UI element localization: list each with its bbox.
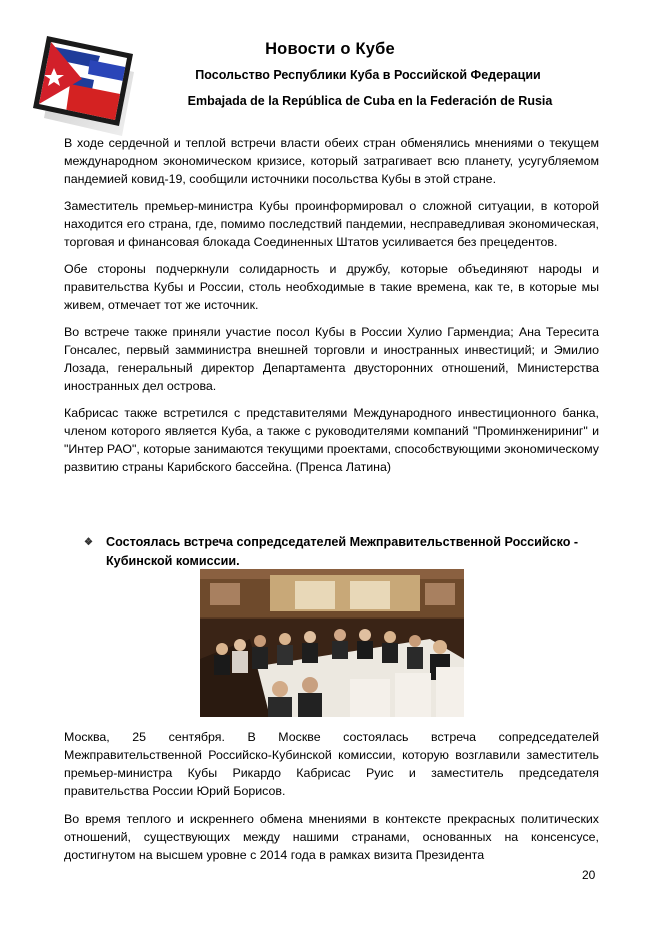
cuba-russia-flag-logo <box>30 24 148 142</box>
page-title: Новости о Кубе <box>265 40 395 58</box>
paragraph: Обе стороны подчеркнули солидарность и дружбу, которые объединяют народы и правительства Кубы и России, столь необходимые в такие времена, как те, в которые мы живем, отмечает тот же источник. <box>64 262 599 312</box>
paragraph: В ходе сердечной и теплой встречи власти обеих стран обменялись мнениями о текущем международном экономическом кризисе, который затрагивает всю планету, усугубляемом пандемией ковид-19, сообщили источники посольства Кубы в этой стране. <box>64 136 599 186</box>
section-heading-text: Состоялась встреча сопредседателей Межправительственной Российско - Кубинской комиссии. <box>106 535 579 568</box>
paragraph: Кабрисас также встретился с представителями Международного инвестиционного банка, членом которого является Куба, а также с руководителями компаний "Проминженириниг" и "Интер РАО", которые занимаются текущими проектами, способствующими экономическому развитию страны Карибского бассейна. (Пренса Латина) <box>64 406 599 474</box>
article-body <box>64 134 599 485</box>
paragraph: Во встрече также приняли участие посол Кубы в России Хулио Гармендиа; Ана Тересита Гонсалес, первый замминистра внешней торговли и иностранных инвестиций; и Эмилио Лозада, генеральный директор Департамента двусторонних отношений, Министерства иностранных дел острова. <box>64 325 599 393</box>
article-body-2 <box>64 728 599 874</box>
page-number: 20 <box>582 868 596 882</box>
meeting-photo <box>200 569 464 717</box>
diamond-bullet-icon: ❖ <box>84 537 93 548</box>
embassy-name-es: Embajada de la República de Cuba en la Federación de Rusia <box>187 94 553 108</box>
paragraph: Во время теплого и искреннего обмена мнениями в контексте прекрасных политических отношений, существующих между нашими странами, основанных на консенсусе, достигнутом на высшем уровне с 2014 года в рамках визита Президента <box>64 812 599 862</box>
paragraph: Заместитель премьер-министра Кубы проинформировал о сложной ситуации, в которой находится его страна, где, помимо последствий пандемии, несправедливая экономическая, торговая и финансовая блокада Соединенных Штатов усиливается без прецедентов. <box>64 199 599 249</box>
paragraph: Москва, 25 сентября. В Москве состоялась встреча сопредседателей Межправительственной Российско-Кубинской комиссии, которую возглавили заместитель премьер-министра Кубы Рикардо Кабрисас Руис и заместитель председателя правительства России Юрий Борисов. <box>64 730 599 798</box>
embassy-name-ru: Посольство Республики Куба в Российской Федерации <box>195 68 541 82</box>
section-heading <box>84 533 600 571</box>
